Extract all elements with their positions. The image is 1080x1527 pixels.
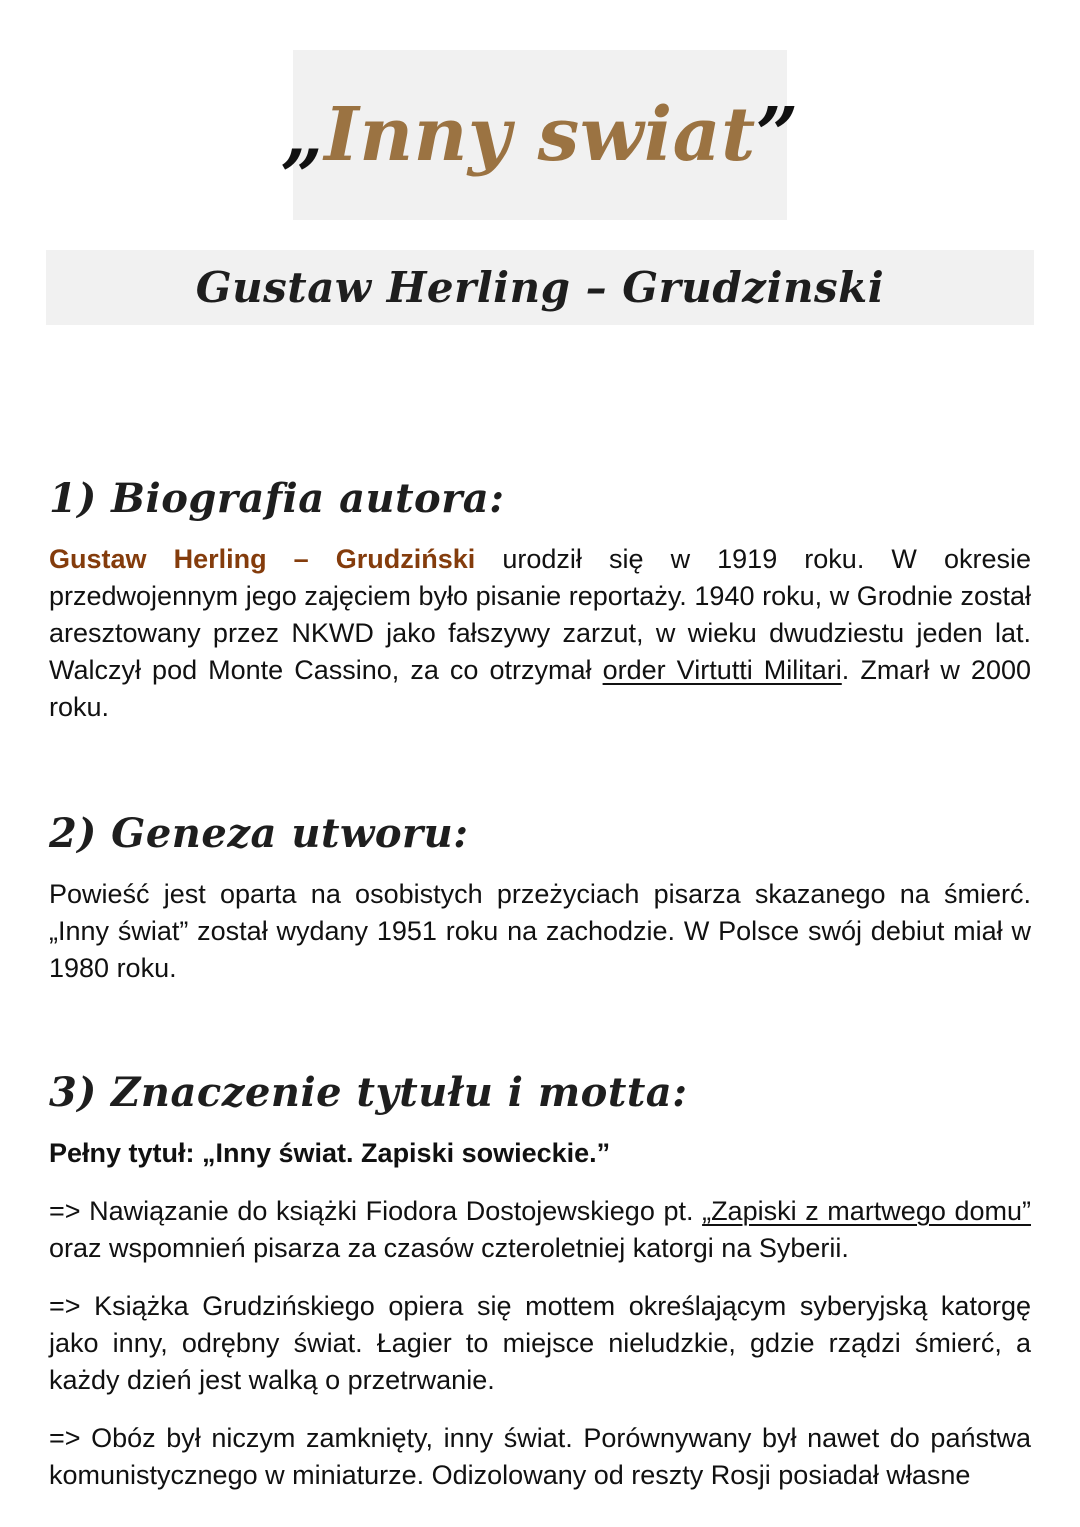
biography-text-end: . Zmarł w 2000 roku. xyxy=(49,655,1031,722)
document-title: Inny swiat xyxy=(324,92,756,178)
order-virtutti-militari-underlined: order Virtutti Militari xyxy=(602,655,842,685)
title-meaning-point-2: => Książka Grudzińskiego opiera się mottem określającym syberyjską katorgę jako inny, odrębny świat. Łagier to miejsce nieludzkie, gdzie rządzi śmierć, a każdy dzień jest walką o przetrwanie. xyxy=(49,1291,1031,1395)
full-title-line: Pełny tytuł: „Inny świat. Zapiski sowieckie.” xyxy=(49,1138,611,1168)
title-close-quote: ” xyxy=(755,92,799,178)
section-heading-geneza-utworu: 2) Geneza utworu: xyxy=(49,810,469,857)
title-meaning-point-3: => Obóz był niczym zamknięty, inny świat. Porównywany był nawet do państwa komunistycznego w miniaturze. Odizolowany od reszty Rosji posiadał własne xyxy=(49,1423,1031,1490)
document-content xyxy=(49,473,1031,1494)
biography-paragraph xyxy=(49,541,1031,726)
biography-text-start: urodził się w 1919 roku. W okresie przedwojennym jego zajęciem było pisanie reportaży. 1940 roku, w Grodnie został aresztowany przez NKWD jako fałszywy zarzut, w wieku dwudziestu jeden lat. Walczył pod Monte Cassino, za co otrzymał xyxy=(49,544,1031,685)
point-1-text-start: => Nawiązanie do książki Fiodora Dostojewskiego pt. xyxy=(49,1196,703,1226)
section-heading-biografia-autora: 1) Biografia autora: xyxy=(49,475,505,522)
title-meaning-point-1 xyxy=(49,1193,1031,1267)
section-heading-znaczenie-tytulu: 3) Znaczenie tytułu i motta: xyxy=(49,1069,688,1116)
author-name-emphasis: Gustaw Herling – Grudziński xyxy=(49,544,476,574)
title-banner xyxy=(281,50,799,220)
title-open-quote: „ xyxy=(281,92,325,178)
point-1-text-end: oraz wspomnień pisarza za czasów czteroletniej katorgi na Syberii. xyxy=(49,1233,849,1263)
author-banner xyxy=(46,250,1034,325)
genesis-paragraph: Powieść jest oparta na osobistych przeżyciach pisarza skazanego na śmierć. „Inny świat” został wydany 1951 roku na zachodzie. W Polsce swój debiut miał w 1980 roku. xyxy=(49,879,1031,983)
author-name: Gustaw Herling – Grudzinski xyxy=(195,263,885,312)
zapiski-z-martwego-domu-underlined: „Zapiski z martwego domu” xyxy=(702,1196,1031,1226)
